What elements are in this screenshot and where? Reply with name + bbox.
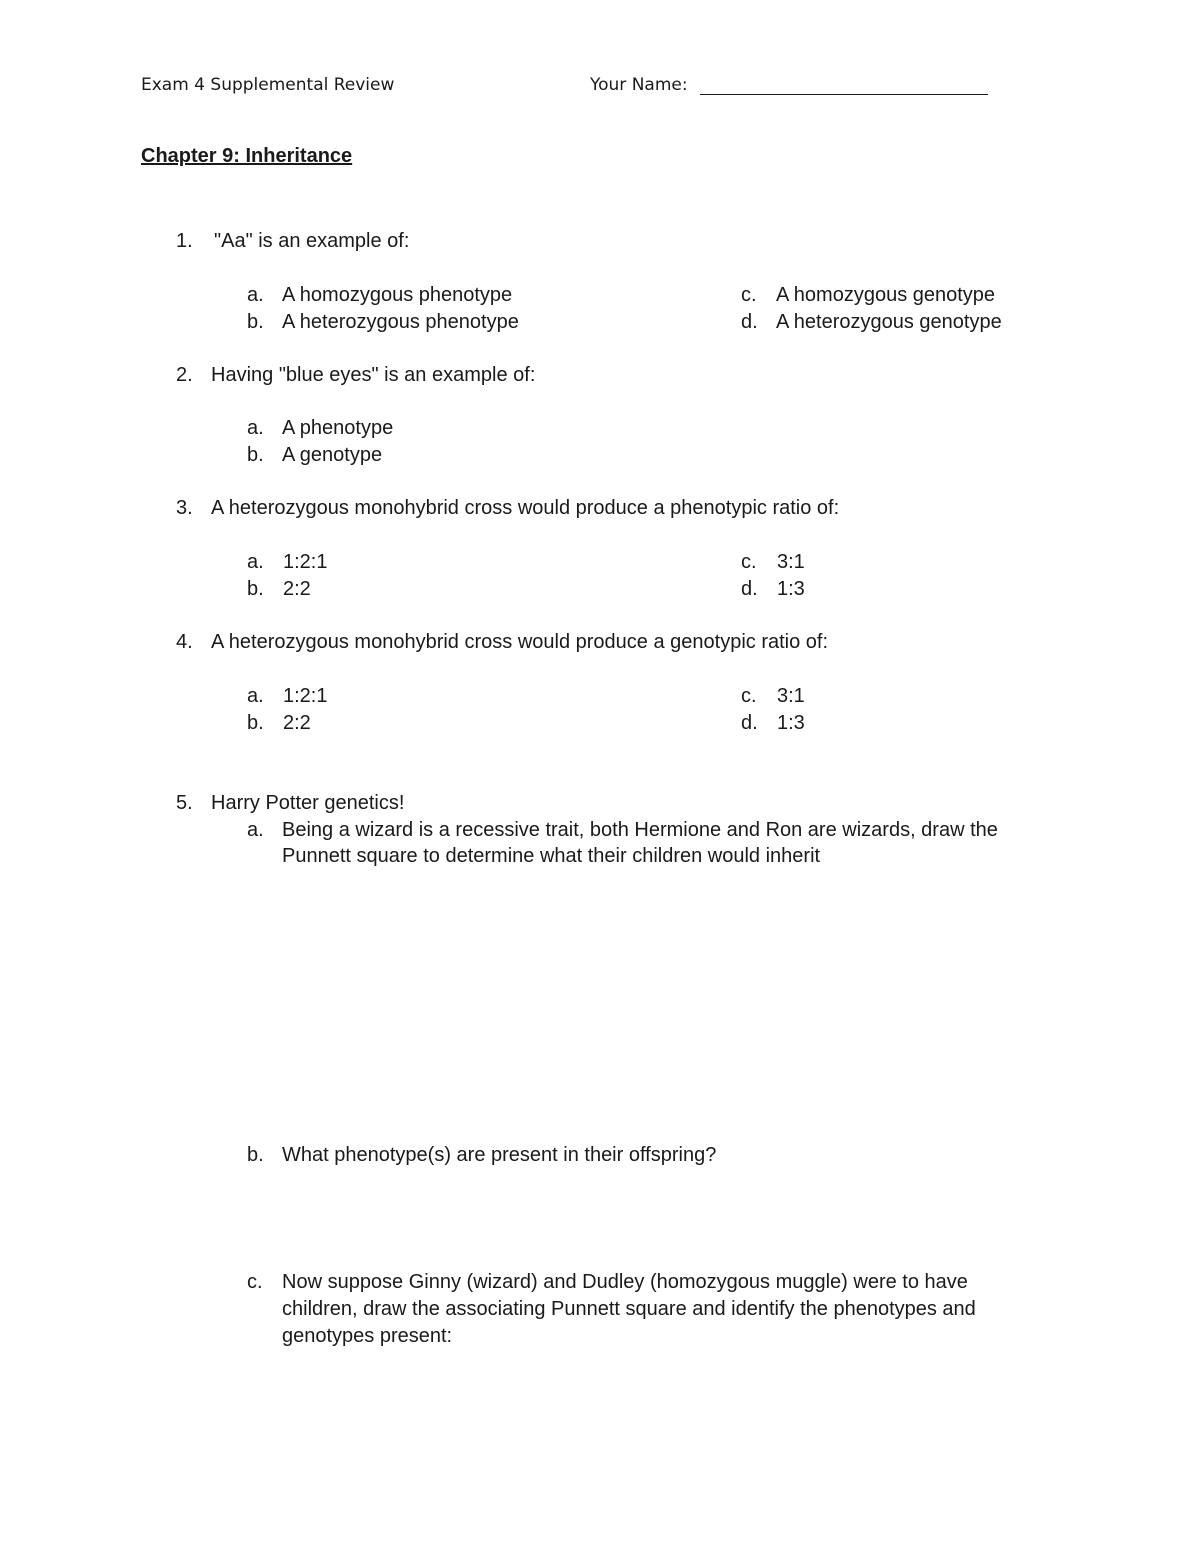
- option-text: 2:2: [283, 712, 311, 734]
- option-text: 1:3: [777, 578, 805, 600]
- option-letter: a.: [247, 685, 264, 707]
- option-text: A heterozygous genotype: [776, 311, 1002, 333]
- question-number: 4.: [176, 631, 193, 653]
- option-text: 1:2:1: [283, 685, 328, 707]
- option-text: 2:2: [283, 578, 311, 600]
- option-text: A phenotype: [282, 417, 394, 439]
- part-letter: c.: [247, 1271, 263, 1293]
- option-letter: d.: [741, 311, 758, 333]
- option-text: 3:1: [777, 685, 805, 707]
- chapter-title: Chapter 9: Inheritance: [141, 145, 353, 167]
- option-letter: b.: [247, 712, 264, 734]
- part-text-line: children, draw the associating Punnett square and identify the phenotypes and: [282, 1298, 976, 1320]
- question-number: 1.: [176, 230, 193, 252]
- option-text: 1:2:1: [283, 551, 328, 573]
- part-text-line: Being a wizard is a recessive trait, both Hermione and Ron are wizards, draw the: [282, 819, 998, 841]
- option-text: A heterozygous phenotype: [282, 311, 519, 333]
- option-letter: b.: [247, 311, 264, 333]
- option-text: 3:1: [777, 551, 805, 573]
- option-text: A homozygous phenotype: [282, 284, 513, 306]
- option-text: A genotype: [282, 444, 383, 466]
- option-letter: a.: [247, 417, 264, 439]
- name-input-line[interactable]: [700, 94, 988, 95]
- option-letter: c.: [741, 685, 757, 707]
- part-text-line: Now suppose Ginny (wizard) and Dudley (homozygous muggle) were to have: [282, 1271, 968, 1293]
- question-text: "Aa" is an example of:: [214, 230, 410, 252]
- question-number: 5.: [176, 792, 193, 814]
- name-label: Your Name:: [590, 75, 688, 95]
- part-letter: a.: [247, 819, 264, 841]
- option-letter: b.: [247, 578, 264, 600]
- option-letter: b.: [247, 444, 264, 466]
- part-text-line: Punnett square to determine what their children would inherit: [282, 845, 821, 867]
- question-text: Harry Potter genetics!: [211, 792, 405, 814]
- question-number: 2.: [176, 364, 193, 386]
- option-letter: d.: [741, 578, 758, 600]
- option-letter: a.: [247, 551, 264, 573]
- question-text: A heterozygous monohybrid cross would produce a genotypic ratio of:: [211, 631, 829, 653]
- option-letter: d.: [741, 712, 758, 734]
- question-text: A heterozygous monohybrid cross would produce a phenotypic ratio of:: [211, 497, 840, 519]
- question-text: Having "blue eyes" is an example of:: [211, 364, 536, 386]
- part-text-line: What phenotype(s) are present in their offspring?: [282, 1144, 717, 1166]
- document-header-title: Exam 4 Supplemental Review: [141, 75, 395, 95]
- part-text-line: genotypes present:: [282, 1325, 453, 1347]
- option-text: 1:3: [777, 712, 805, 734]
- part-letter: b.: [247, 1144, 264, 1166]
- option-letter: a.: [247, 284, 264, 306]
- question-number: 3.: [176, 497, 193, 519]
- option-letter: c.: [741, 284, 757, 306]
- option-text: A homozygous genotype: [776, 284, 996, 306]
- option-letter: c.: [741, 551, 757, 573]
